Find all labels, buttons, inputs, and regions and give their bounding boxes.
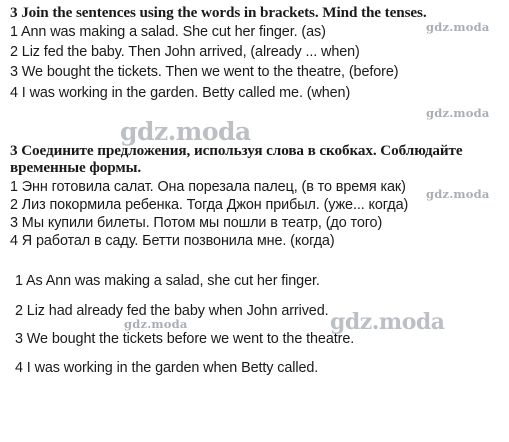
english-item-2: 2 Liz fed the baby. Then John arrived, (already ... when) xyxy=(10,44,360,60)
watermark: gdz.moda xyxy=(124,317,188,331)
watermark: gdz.moda xyxy=(120,117,251,146)
russian-item-2: 2 Лиз покормила ребенка. Тогда Джон прибыл. (уже... когда) xyxy=(10,197,409,213)
answer-3: 3 We bought the tickets before we went to the theatre. xyxy=(15,331,355,347)
watermark: gdz.moda xyxy=(426,106,490,120)
english-task-heading: 3 Join the sentences using the words in brackets. Mind the tenses. xyxy=(10,4,427,21)
english-item-1: 1 Ann was making a salad. She cut her finger. (as) xyxy=(10,24,326,40)
answer-4: 4 I was working in the garden when Betty called. xyxy=(15,360,319,376)
russian-item-4: 4 Я работал в саду. Бетти позвонила мне. (когда) xyxy=(10,233,335,249)
russian-item-3: 3 Мы купили билеты. Потом мы пошли в театр, (до того) xyxy=(10,215,383,231)
russian-task-heading-line-2: временные формы. xyxy=(10,159,142,176)
russian-task-heading-line-1: 3 Соедините предложения, используя слова в скобках. Соблюдайте xyxy=(10,142,463,159)
english-item-3: 3 We bought the tickets. Then we went to the theatre, (before) xyxy=(10,64,399,80)
watermark: gdz.moda xyxy=(426,187,490,201)
answer-1: 1 As Ann was making a salad, she cut her finger. xyxy=(15,273,320,289)
watermark: gdz.moda xyxy=(330,309,445,335)
answer-2: 2 Liz had already fed the baby when John arrived. xyxy=(15,303,329,319)
english-item-4: 4 I was working in the garden. Betty called me. (when) xyxy=(10,85,351,101)
watermark: gdz.moda xyxy=(426,20,490,34)
russian-item-1: 1 Энн готовила салат. Она порезала палец, (в то время как) xyxy=(10,179,406,195)
